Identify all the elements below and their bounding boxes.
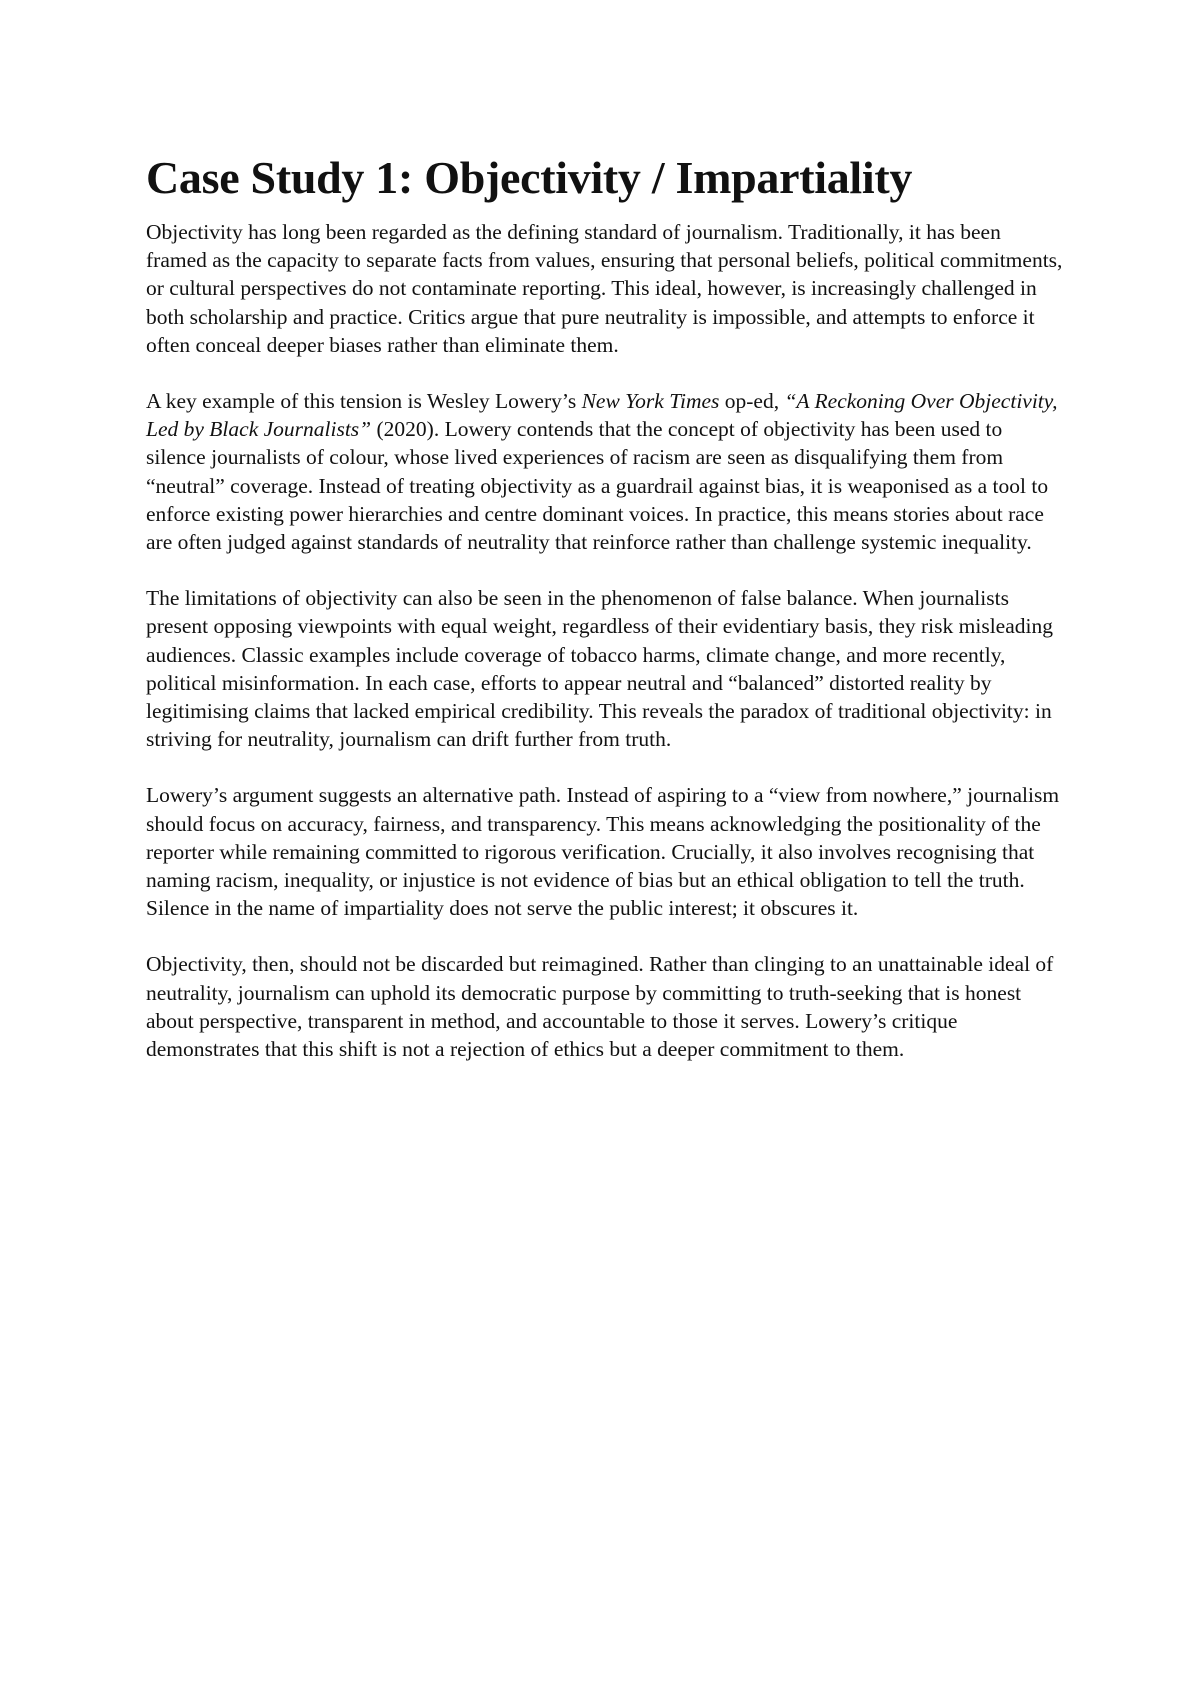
paragraph-text: A key example of this tension is Wesley Lowery’s [146, 389, 582, 414]
paragraph-lowery-example [146, 387, 1066, 556]
paragraph-alternative-path: Lowery’s argument suggests an alternative path. Instead of aspiring to a “view from nowhere,” journalism should focus on accuracy, fairness, and transparency. This means acknowledging the positionality of the reporter while remaining committed to rigorous verification. Crucially, it also involves recognising that naming racism, inequality, or injustice is not evidence of bias but an ethical obligation to tell the truth. Silence in the name of impartiality does not serve the public interest; it obscures it. [146, 783, 1060, 921]
publication-name: New York Times [581, 389, 720, 414]
article-title: “A Reckoning Over Objectivity, Led by Black Journalists” [146, 389, 1058, 442]
page-title: Case Study 1: Objectivity / Impartiality [146, 152, 913, 203]
paragraph-text: op-ed, [719, 389, 785, 414]
paragraph-text: (2020). Lowery contends that the concept of objectivity has been used to silence journalists of colour, whose lived experiences of racism are seen as disqualifying them from “neutral” coverage. Instead of treating objectivity as a guardrail against bias, it is weaponised as a tool to enforce existing power hierarchies and centre dominant voices. In practice, this means stories about race are often judged against standards of neutrality that reinforce rather than challenge systemic inequality. [146, 417, 1049, 555]
paragraph-false-balance: The limitations of objectivity can also be seen in the phenomenon of false balance. When journalists present opposing viewpoints with equal weight, regardless of their evidentiary basis, they risk misleading audiences. Classic examples include coverage of tobacco harms, climate change, and more recently, political misinformation. In each case, efforts to appear neutral and “balanced” distorted reality by legitimising claims that lacked empirical credibility. This reveals the paradox of traditional objectivity: in striving for neutrality, journalism can drift further from truth. [146, 586, 1053, 752]
paragraph-conclusion: Objectivity, then, should not be discarded but reimagined. Rather than clinging to an unattainable ideal of neutrality, journalism can uphold its democratic purpose by committing to truth-seeking that is honest about perspective, transparent in method, and accountable to those it serves. Lowery’s critique demonstrates that this shift is not a rejection of ethics but a deeper commitment to them. [146, 952, 1054, 1062]
document-page [146, 150, 1066, 1091]
paragraph-intro: Objectivity has long been regarded as the defining standard of journalism. Traditionally, it has been framed as the capacity to separate facts from values, ensuring that personal beliefs, political commitments, or cultural perspectives do not contaminate reporting. This ideal, however, is increasingly challenged in both scholarship and practice. Critics argue that pure neutrality is impossible, and attempts to enforce it often conceal deeper biases rather than eliminate them. [146, 220, 1063, 357]
